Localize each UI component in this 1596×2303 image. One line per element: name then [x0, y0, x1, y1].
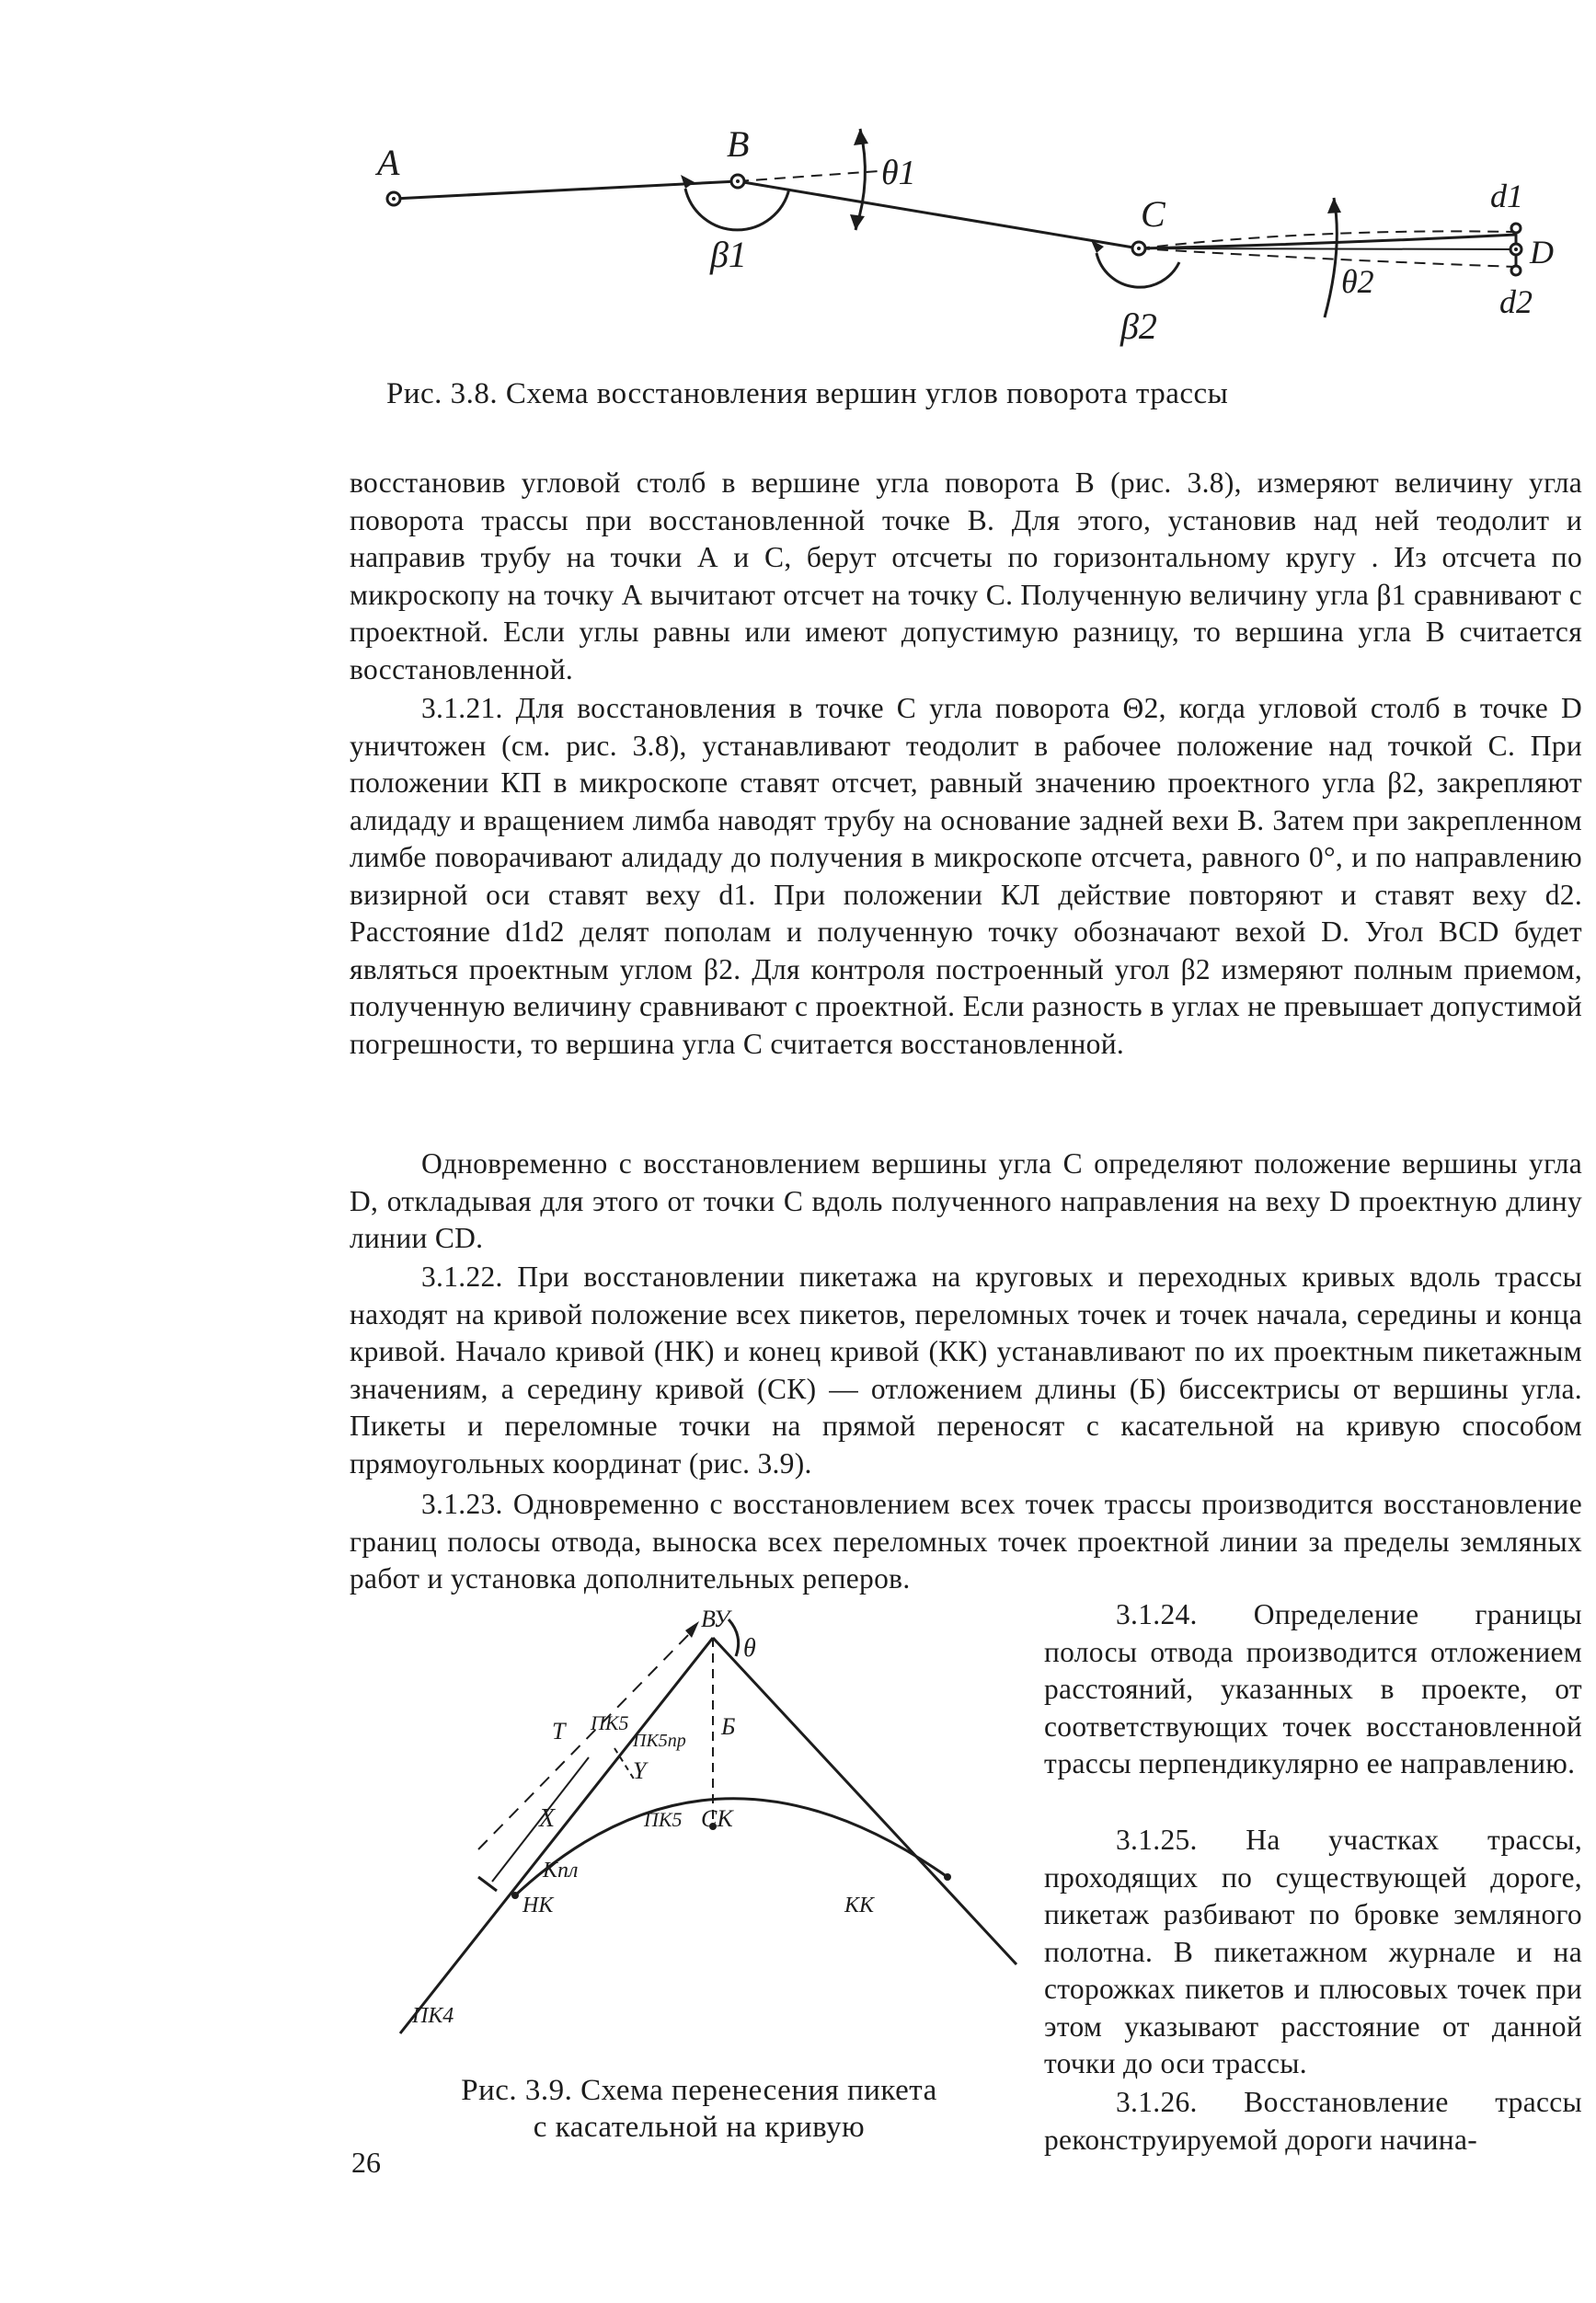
label-beta2: β2: [1120, 305, 1157, 347]
paragraph-3-1-21: 3.1.21. Для восстановления в точке С угла поворота Θ2, когда угловой столб в точке D уничтожен (см. рис. 3.8), устанавливают теодолит в рабочее положение над точкой С. При положении КП в микроскопе ставят отсчет, равный значению проектного угла β2, закрепляют алидаду и вращением лимба наводят трубу на основание задней вехи В. Затем при закрепленном лимбе поворачивают алидаду до получения в микроскопе отсчета, равного 0°, и по направлению визирной оси ставят веху d1. При положении КЛ действие повторяют и ставят веху d2. Расстояние d1d2 делят пополам и полученную точку обозначают вехой D. Угол ВСD будет являться проектным углом β2. Для контроля построенный угол β2 измеряют полным приемом, полученную величину сравнивают с проектной. Если разность в углах не превышает допустимой погрешности, то вершина угла С считается восстановленной.: [350, 692, 1582, 1060]
label-sk: СК: [701, 1805, 733, 1832]
label-theta: θ: [743, 1634, 756, 1663]
label-d1: d1: [1490, 178, 1523, 214]
tangent-left: [400, 1638, 713, 2033]
label-beta1: β1: [710, 234, 747, 275]
paragraph-3-1-23: 3.1.23. Одновременно с восстановлением всех точек трассы производится восстановление границ полосы отвода, выноска всех переломных точек проектной линии за пределы земляных работ и установка дополнительных реперов.: [350, 1488, 1582, 1595]
label-A: A: [377, 142, 400, 183]
label-y: Y: [633, 1757, 647, 1784]
label-C: C: [1141, 193, 1165, 235]
label-D: D: [1530, 234, 1554, 271]
label-nk: НК: [522, 1894, 554, 1917]
arc-theta: [729, 1619, 739, 1656]
label-x: X: [539, 1804, 556, 1833]
label-b: Б: [721, 1713, 736, 1740]
label-k: Кпл: [543, 1859, 579, 1883]
figure-3-9-caption-line1: Рис. 3.9. Схема перенесения пикета: [461, 2074, 937, 2107]
label-t: Т: [552, 1718, 566, 1745]
paragraph-3-1-26: 3.1.26. Восстановление трассы реконструируемой дороги начина-: [1044, 2086, 1582, 2156]
figure-3-8-caption: Рис. 3.8. Схема восстановления вершин углов поворота трассы: [386, 377, 1229, 410]
label-pk5: ПК5: [591, 1711, 629, 1734]
paragraph-3-1-24: 3.1.24. Определение границы полосы отвода производится отложением расстояний, указанных в проекте, от соответствующих точек восстановленной трассы перпендикулярно ее направлению.: [1044, 1598, 1582, 1779]
point-nk: [511, 1892, 519, 1899]
paragraph-center-D: Одновременно с восстановлением вершины угла С определяют положение вершины угла D, откладывая для этого от точки С вдоль полученного направления на веху D проектную длину линии СD.: [350, 1147, 1582, 1254]
label-theta1: θ1: [881, 154, 916, 192]
label-kk: КК: [844, 1894, 874, 1917]
point-kk: [944, 1873, 951, 1881]
label-theta2: θ2: [1341, 263, 1374, 300]
label-B: В: [727, 123, 750, 165]
label-pk4: ПК4: [412, 2004, 454, 2028]
paragraph-intro: восстановив угловой столб в вершине угла поворота В (рис. 3.8), измеряют величину угла поворота трассы при восстановленной точке В. Для этого, установив над ней теодолит и направив трубу на точки А и С, берут отсчеты по горизонтальному кругу . Из отсчета по микроскопу на точку А вычитают отсчет на точку С. Полученную величину угла β1 сравнивают с проектной. Если углы равны или имеют допустимую разницу, то вершина угла В считается восстановленной.: [350, 466, 1582, 685]
paragraph-3-1-25: 3.1.25. На участках трассы, проходящих по существующей дороге, пикетаж разбивают по бровке земляного полотна. В пикетажном журнале и на сторожках пикетов и плюсовых точек при этом указывают расстояние от данной точки до оси трассы.: [1044, 1824, 1582, 2079]
page-number: 26: [351, 2146, 381, 2179]
figure-3-9-caption-line2: с касательной на кривую: [533, 2111, 866, 2144]
label-pk5pr: ПК5пр: [633, 1731, 686, 1751]
label-pk5c: ПК5: [644, 1808, 683, 1831]
paragraph-3-1-22: 3.1.22. При восстановлении пикетажа на круговых и переходных кривых вдоль трассы находят на кривой положение всех пикетов, переломных точек и точек начала, середины и конца кривой. Начало кривой (НК) и конец кривой (КК) устанавливают по их проектным пикетажным значениям, а середину кривой (СК) — отложением длины (Б) биссектрисы от вершины угла. Пикеты и переломные точки на прямой переносят с касательной на кривую способом прямоугольных координат (рис. 3.9).: [350, 1261, 1582, 1480]
label-vu: ВУ: [701, 1606, 730, 1632]
offset-Y: [614, 1748, 635, 1780]
label-d2: d2: [1499, 283, 1533, 320]
